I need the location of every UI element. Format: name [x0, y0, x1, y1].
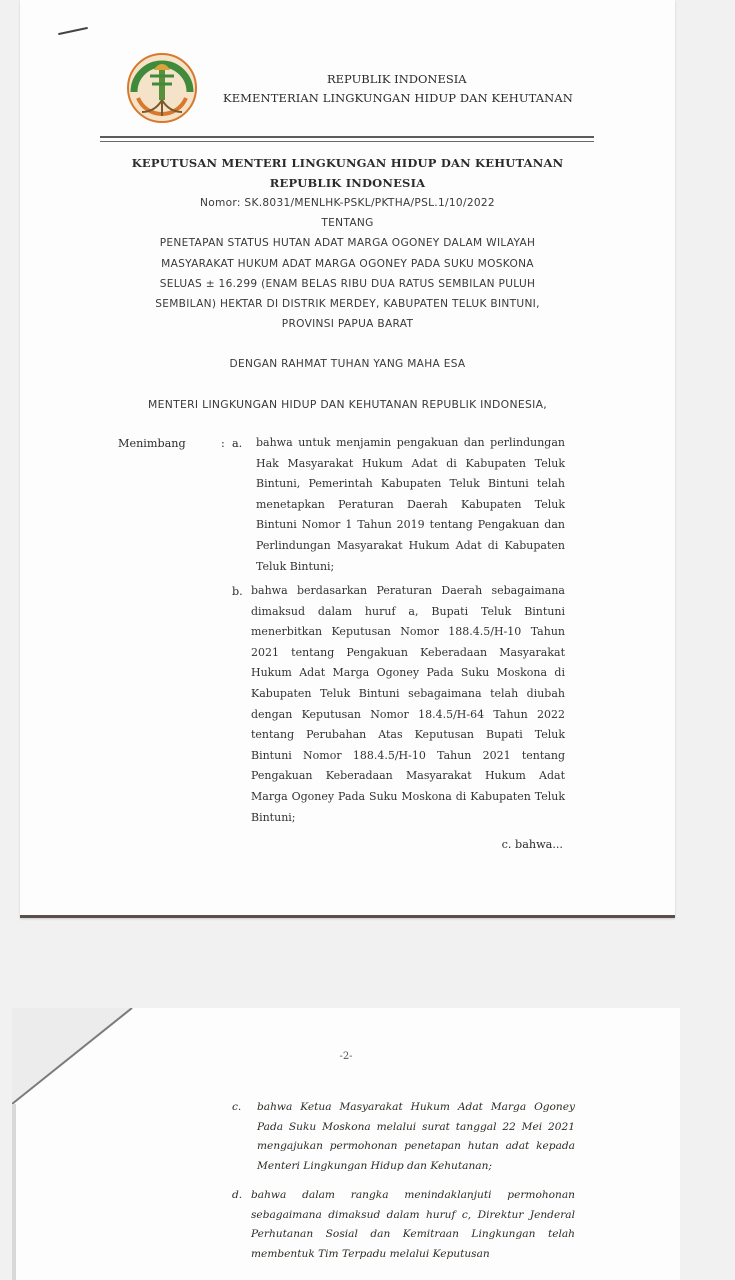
subject-line: SELUAS ± 16.299 (ENAM BELAS RIBU DUA RATUS SEMBILAN PULUH: [159, 278, 536, 290]
letterhead-country: REPUBLIK INDONESIA: [327, 72, 467, 86]
letterhead-rule-thin: [100, 141, 594, 142]
point-marker-c: c.: [232, 1101, 242, 1113]
page-fold-shadow: [12, 1008, 142, 1280]
subject-line: PENETAPAN STATUS HUTAN ADAT MARGA OGONEY DALAM WILAYAH: [159, 237, 536, 249]
menimbang-label: Menimbang: [118, 437, 186, 450]
decree-number: Nomor: SK.8031/MENLHK-PSKL/PKTHA/PSL.1/10/2022: [200, 197, 495, 209]
point-marker-d: d.: [232, 1189, 243, 1201]
letterhead-rule-thick: [100, 136, 594, 138]
subject-line: MASYARAKAT HUKUM ADAT MARGA OGONEY PADA SUKU MOSKONA: [161, 258, 534, 270]
page-mark: [58, 27, 88, 35]
subject-line: PROVINSI PAPUA BARAT: [281, 318, 414, 330]
blessing-line: DENGAN RAHMAT TUHAN YANG MAHA ESA: [229, 358, 466, 370]
page-number: -2-: [339, 1051, 353, 1062]
ministry-logo-icon: [126, 52, 198, 124]
decree-title-line1: KEPUTUSAN MENTERI LINGKUNGAN HIDUP DAN KEHUTANAN: [131, 156, 564, 170]
menimbang-colon: :: [221, 437, 225, 450]
letterhead-ministry: KEMENTERIAN LINGKUNGAN HIDUP DAN KEHUTANAN: [223, 91, 573, 105]
point-b-text: bahwa berdasarkan Peraturan Daerah sebagaimana dimaksud dalam huruf a, Bupati Teluk Bintuni menerbitkan Keputusan Nomor 188.4.5/H-10 Tahun 2021 tentang Pengakuan Keberadaan Masyarakat Hukum Adat Marga Ogoney Pada Suku Moskona di Kabupaten Teluk Bintuni sebagaimana telah diubah dengan Keputusan Nomor 18.4.5/H-64 Tahun 2022 tentang Perubahan Atas Keputusan Bupati Teluk Bintuni Nomor 188.4.5/H-10 Tahun 2021 tentang Pengakuan Keberadaan Masyarakat Hukum Adat Marga Ogoney Pada Suku Moskona di Kabupaten Teluk Bintuni;: [251, 584, 565, 824]
document-page-1: [20, 0, 675, 918]
point-d-text: bahwa dalam rangka menindaklanjuti permohonan sebagaimana dimaksud dalam huruf c, Direktur Jenderal Perhutanan Sosial dan Kemitraan Lingkungan telah membentuk Tim Terpadu melalui Keputusan: [251, 1189, 575, 1260]
point-marker-a: a.: [232, 437, 243, 450]
decree-title-line2: REPUBLIK INDONESIA: [269, 176, 426, 190]
continuation-text: c. bahwa...: [501, 838, 563, 851]
point-marker-b: b.: [232, 585, 243, 598]
point-c-text: bahwa Ketua Masyarakat Hukum Adat Marga Ogoney Pada Suku Moskona melalui surat tanggal 22 Mei 2021 mengajukan permohonan penetapan hutan adat kepada Menteri Lingkungan Hidup dan Kehutanan;: [257, 1101, 575, 1172]
point-a-text: bahwa untuk menjamin pengakuan dan perlindungan Hak Masyarakat Hukum Adat di Kabupaten Teluk Bintuni, Pemerintah Kabupaten Teluk Bintuni telah menetapkan Peraturan Daerah Kabupaten Teluk Bintuni Nomor 1 Tahun 2019 tentang Pengakuan dan Perlindungan Masyarakat Hukum Adat di Kabupaten Teluk Bintuni;: [256, 436, 565, 573]
document-page-2: [12, 1008, 680, 1280]
subject-line: SEMBILAN) HEKTAR DI DISTRIK MERDEY, KABUPATEN TELUK BINTUNI,: [155, 298, 540, 310]
minister-line: MENTERI LINGKUNGAN HIDUP DAN KEHUTANAN REPUBLIK INDONESIA,: [147, 398, 548, 411]
decree-tentang: TENTANG: [321, 217, 374, 229]
